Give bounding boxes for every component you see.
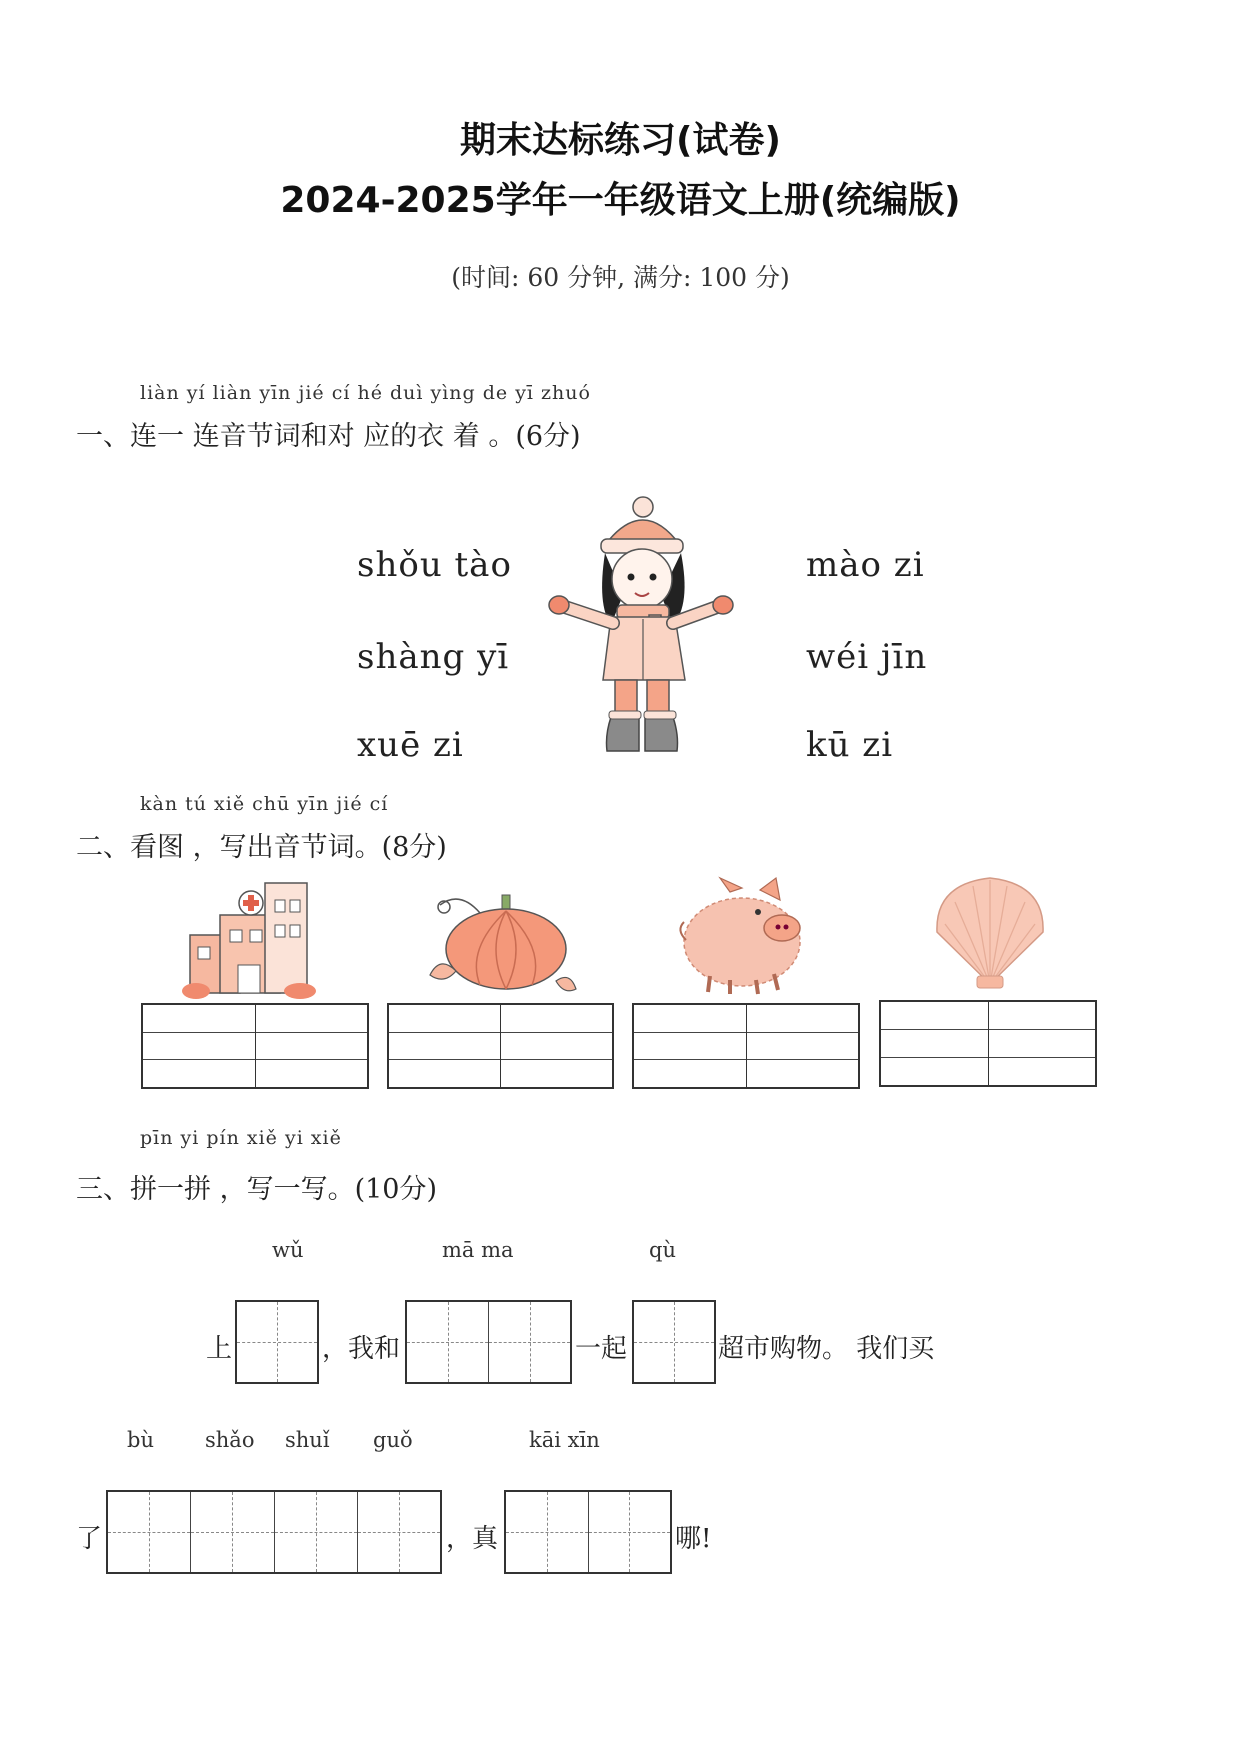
section2-question: 二、看图 ，写出音节词。(8分) xyxy=(76,832,447,863)
writing-box[interactable] xyxy=(235,1300,319,1384)
shell-illustration xyxy=(925,872,1055,992)
blank4-pinyin: bù xyxy=(127,1428,154,1452)
sentence-text: ，真 xyxy=(446,1524,499,1554)
writing-box[interactable] xyxy=(632,1300,716,1384)
right-word-2[interactable]: wéi jīn xyxy=(806,637,928,677)
left-word-2[interactable]: shàng yī xyxy=(357,637,510,677)
blank5-pinyin: kāi xīn xyxy=(529,1428,600,1452)
pinyin-grid-2[interactable] xyxy=(387,1003,614,1089)
sentence-text: ，我和 xyxy=(322,1334,401,1364)
writing-box[interactable] xyxy=(106,1490,442,1574)
writing-box[interactable] xyxy=(504,1490,672,1574)
hospital-illustration xyxy=(180,875,320,1000)
blank4-pinyin: shǎo xyxy=(205,1428,255,1452)
sentence-text: 一起 xyxy=(575,1334,628,1364)
section2-pinyin: kàn tú xiě chū yīn jié cí xyxy=(140,793,389,815)
right-word-1[interactable]: mào zi xyxy=(806,545,925,585)
blank2-pinyin: mā ma xyxy=(442,1238,514,1262)
sentence-text: 超市购物。 我们买 xyxy=(718,1334,935,1364)
page-subtitle: 2024-2025学年一年级语文上册(统编版) xyxy=(280,180,961,221)
writing-box[interactable] xyxy=(405,1300,572,1384)
blank3-pinyin: qù xyxy=(649,1238,676,1262)
pinyin-grid-1[interactable] xyxy=(141,1003,369,1089)
blank4-pinyin: shuǐ xyxy=(285,1428,330,1452)
pinyin-grid-4[interactable] xyxy=(879,1000,1097,1087)
section3-pinyin: pīn yi pín xiě yi xiě xyxy=(140,1127,342,1149)
blank1-pinyin: wǔ xyxy=(272,1238,304,1262)
pinyin-grid-3[interactable] xyxy=(632,1003,860,1089)
sentence-text: 了 xyxy=(76,1524,103,1554)
blank4-pinyin: guǒ xyxy=(373,1428,413,1452)
exam-meta: (时间: 60 分钟, 满分: 100 分) xyxy=(451,263,790,292)
pumpkin-illustration xyxy=(420,885,580,1000)
sentence-text: 上 xyxy=(206,1334,233,1364)
girl-in-winter-clothes-illustration xyxy=(545,495,735,755)
section1-question: 一、连一 连音节词和对 应的衣 着 。(6分) xyxy=(76,421,581,452)
section1-pinyin: liàn yí liàn yīn jié cí hé duì yìng de yī zhuó xyxy=(140,382,591,404)
pig-illustration xyxy=(670,870,820,1000)
section3-question: 三、拼一拼 ，写一写。(10分) xyxy=(76,1174,438,1205)
page-title: 期末达标练习(试卷) xyxy=(460,120,781,161)
left-word-3[interactable]: xuē zi xyxy=(357,725,464,765)
sentence-text: 哪! xyxy=(675,1524,712,1554)
right-word-3[interactable]: kū zi xyxy=(806,725,894,765)
left-word-1[interactable]: shǒu tào xyxy=(357,545,512,585)
